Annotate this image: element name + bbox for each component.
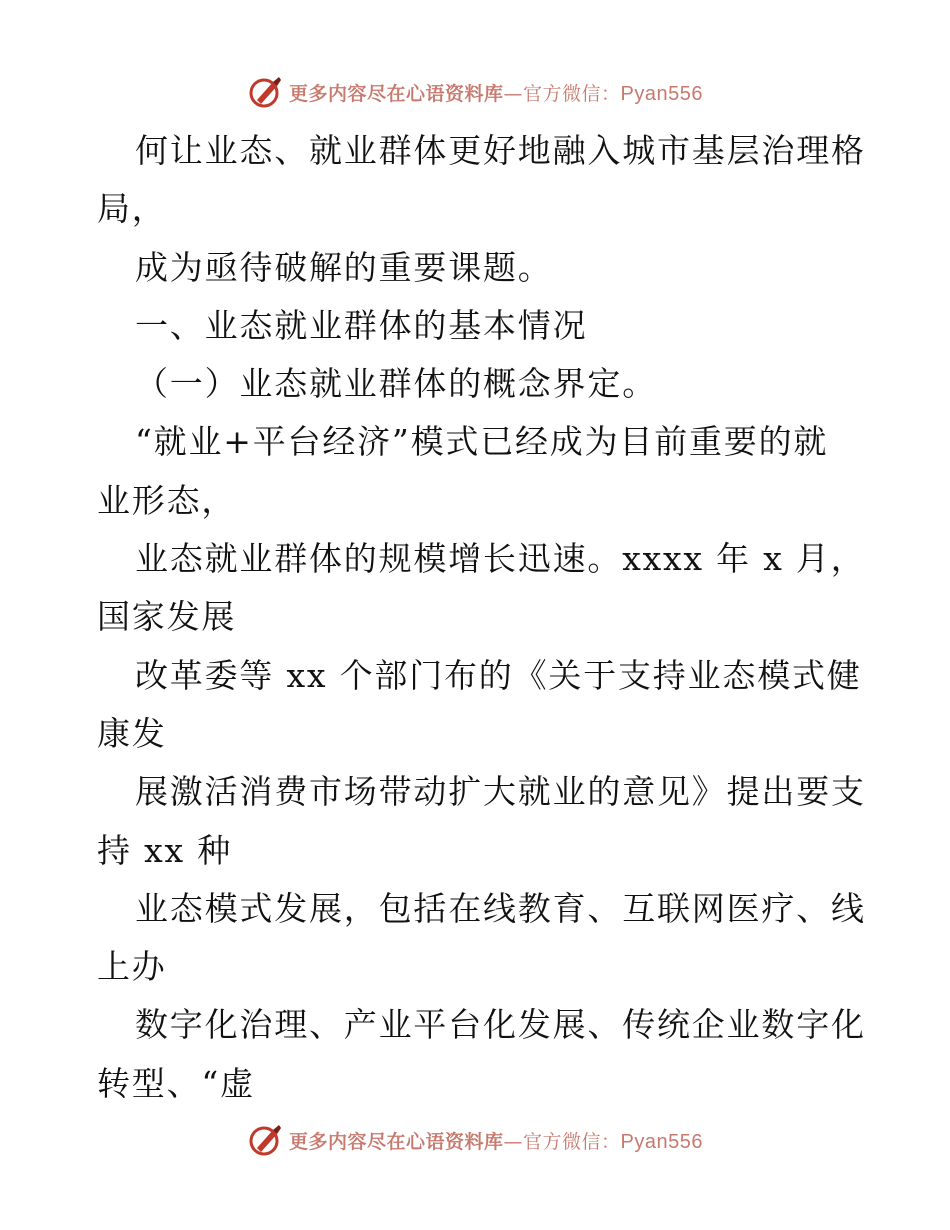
section-heading: 一、业态就业群体的基本情况 [135,305,588,345]
text-line: “就业+平台经济”模式已经成为目前重要的就 [135,422,829,462]
watermark-contact: —官方微信： [503,1130,621,1153]
watermark-brand: 更多内容尽在心语资料库 [289,82,504,105]
pen-logo-icon [247,74,283,110]
document-body [97,122,867,1113]
text-line: 展激活消费市场带动扩大就业的意见》提出要支 [135,772,866,812]
subsection-heading: （一）业态就业群体的概念界定。 [135,364,657,404]
text-line: 业态模式发展，包括在线教育、互联网医疗、线 [135,888,866,928]
text-line: 数字化治理、产业平台化发展、传统企业数字化 [135,1005,866,1045]
watermark-text [289,1127,703,1154]
text-line: 成为亟待破解的重要课题。 [135,247,553,287]
text-line: 转型、“虚 [97,1063,255,1103]
watermark-text [289,79,703,106]
header-watermark [0,72,950,112]
text-line: 业态就业群体的规模增长迅速。xxxx 年 x 月， [135,539,866,579]
footer-watermark [0,1120,950,1160]
pen-logo-icon [247,1122,283,1158]
text-line: 业形态， [97,480,237,520]
text-line: 局， [97,189,167,229]
text-line: 何让业态、就业群体更好地融入城市基层治理格 [135,131,866,170]
text-line: 改革委等 xx 个部门布的《关于支持业态模式健 [135,655,862,695]
text-line: 康发 [97,713,167,753]
watermark-brand: 更多内容尽在心语资料库 [289,1130,504,1153]
text-line: 国家发展 [97,597,237,637]
watermark-contact: —官方微信： [503,82,621,105]
watermark-id: Pyan556 [620,82,703,105]
watermark-id: Pyan556 [620,1130,703,1153]
text-line: 上办 [97,947,167,987]
text-line: 持 xx 种 [97,830,233,870]
